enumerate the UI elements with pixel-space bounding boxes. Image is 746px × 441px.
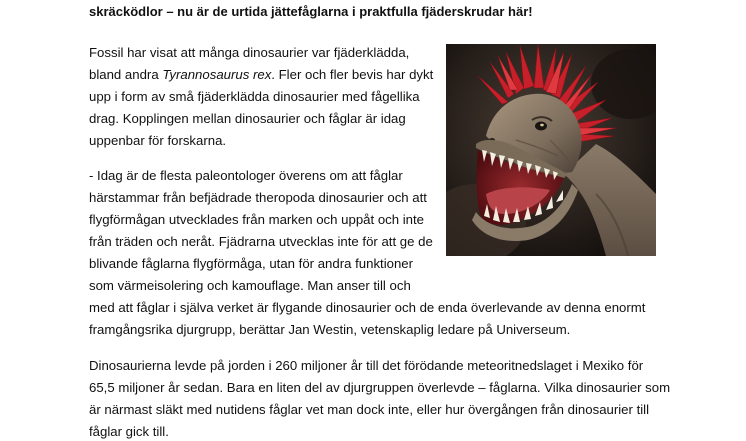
species-name-italic: Tyrannosaurus rex xyxy=(162,67,272,82)
feathered-dinosaur-photo xyxy=(446,44,656,256)
paragraph-1-line-2-start: bland andra xyxy=(89,67,163,82)
paragraph-3-line-1: Dinosaurierna levde på jorden i 260 miljoner år till det förödande meteoritnedslaget i Mexiko för xyxy=(89,358,644,373)
paragraph-2-line-4: från träden och neråt. Fjädrarna utvecklas inte för att ge de xyxy=(89,234,433,249)
paragraph-2-line-2: härstammar från befjädrade theropoda dinosaurier och att xyxy=(89,190,427,205)
paragraph-3-line-4: fåglar gick till. xyxy=(89,424,169,439)
paragraph-2-line-1: - Idag är de flesta paleontologer överens om att fåglar xyxy=(89,168,403,183)
paragraph-1-line-5: uppenbar för forskarna. xyxy=(89,133,227,148)
paragraph-2-line-5: blivande fåglarna flygförmåga, utan för andra funktioner xyxy=(89,256,414,271)
paragraph-2-line-7: med att fåglar i själva verket är flygande dinosaurier och de enda överlevande av denna enormt xyxy=(89,300,646,315)
article-heading: skräcködlor – nu är de urtida jättefåglarna i praktfulla fjäderskrudar här! xyxy=(89,4,533,19)
paragraph-1-line-4: drag. Kopplingen mellan dinosaurier och fåglar är idag xyxy=(89,111,406,126)
paragraph-1-line-2 xyxy=(89,66,433,84)
paragraph-2-line-8: framgångsrika djurgrupp, berättar Jan Westin, vetenskaplig ledare på Universeum. xyxy=(89,322,571,337)
paragraph-1-line-3: upp i form av små fjäderklädda dinosaurier med fågellika xyxy=(89,89,420,104)
paragraph-2-line-3: flygförmågan utvecklades från marken och uppåt och inte xyxy=(89,212,425,227)
paragraph-3-line-3: är närmast släkt med nutidens fåglar vet man dock inte, eller hur övergången från dinosaurier till xyxy=(89,402,650,417)
paragraph-1-line-1: Fossil har visat att många dinosaurier var fjäderklädda, xyxy=(89,45,410,60)
paragraph-2-line-6: som värmeisolering och kamouflage. Man anser till och xyxy=(89,278,411,293)
paragraph-3-line-2: 65,5 miljoner år sedan. Bara en liten del av djurgruppen överlevde – fåglarna. Vilka dinosaurier som xyxy=(89,380,671,395)
paragraph-1-line-2-end: . Fler och fler bevis har dykt xyxy=(271,67,434,82)
